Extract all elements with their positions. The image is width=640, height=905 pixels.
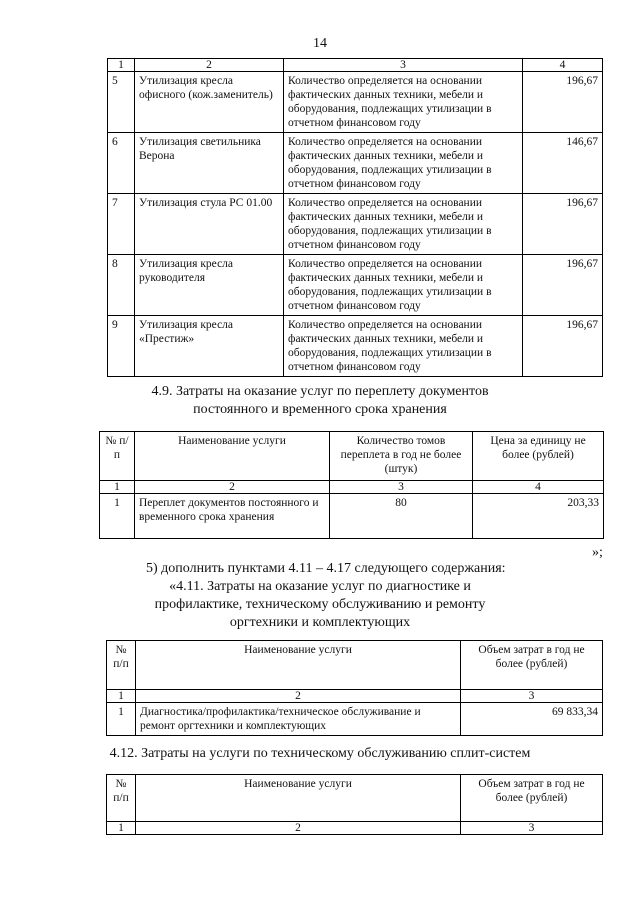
header-cell: № п/п [107, 641, 136, 690]
table-number-row [100, 481, 604, 494]
header-cell: Объем затрат в год не более (рублей) [461, 775, 603, 822]
column-number: 1 [107, 690, 136, 703]
header-cell: Наименование услуги [135, 432, 330, 481]
section-heading-4-11 [0, 578, 640, 632]
heading-line: оргтехники и комплектующих [229, 615, 411, 630]
item-price: 146,67 [523, 133, 603, 194]
table-number-row [107, 822, 603, 835]
column-number: 2 [135, 481, 330, 494]
header-cell: Наименование услуги [136, 775, 461, 822]
header-cell: Наименование услуги [136, 641, 461, 690]
item-name: Утилизация кресла руководителя [135, 255, 284, 316]
item-name: Утилизация стула РС 01.00 [135, 194, 284, 255]
annual-amount: 69 833,34 [461, 703, 603, 736]
binding-services-table [99, 431, 604, 539]
table-row [108, 194, 603, 255]
item-description: Количество определяется на основании фактических данных техники, мебели и оборудования, подлежащих утилизации в отчетном финансовом году [284, 194, 523, 255]
table-row [100, 494, 604, 539]
service-name: Переплет документов постоянного и временного срока хранения [135, 494, 330, 539]
row-number: 6 [108, 133, 135, 194]
row-number: 1 [107, 703, 136, 736]
item-name: Утилизация кресла «Престиж» [135, 316, 284, 377]
page-number: 14 [313, 36, 327, 51]
heading-line: постоянного и временного срока хранения [193, 402, 447, 417]
volume-quantity: 80 [330, 494, 473, 539]
item-name: Утилизация кресла офисного (кож.заменитель) [135, 72, 284, 133]
column-number: 2 [136, 690, 461, 703]
header-cell: 4 [523, 59, 603, 72]
column-number: 3 [330, 481, 473, 494]
header-cell: 1 [108, 59, 135, 72]
item-price: 196,67 [523, 316, 603, 377]
item-description: Количество определяется на основании фактических данных техники, мебели и оборудования, подлежащих утилизации в отчетном финансовом году [284, 316, 523, 377]
section-heading-4-9 [0, 383, 640, 419]
item-price: 196,67 [523, 255, 603, 316]
table-row [107, 703, 603, 736]
unit-price: 203,33 [473, 494, 604, 539]
table-number-row [107, 690, 603, 703]
item-price: 196,67 [523, 194, 603, 255]
service-name: Диагностика/профилактика/техническое обслуживание и ремонт оргтехники и комплектующих [136, 703, 461, 736]
table-row [108, 255, 603, 316]
row-number: 5 [108, 72, 135, 133]
table-row [108, 316, 603, 377]
diagnostics-services-table [106, 640, 603, 736]
split-systems-table [106, 774, 603, 835]
column-number: 3 [461, 822, 603, 835]
heading-line: 4.9. Затраты на оказание услуг по переплету документов [151, 384, 489, 399]
row-number: 1 [100, 494, 135, 539]
table-header-row [100, 432, 604, 481]
column-number: 3 [461, 690, 603, 703]
section-heading-4-12: 4.12. Затраты на услуги по техническому обслуживанию сплит-систем [109, 746, 531, 761]
table-header-row [108, 59, 603, 72]
header-cell: № п/п [107, 775, 136, 822]
item-name: Утилизация светильника Верона [135, 133, 284, 194]
column-number: 1 [100, 481, 135, 494]
heading-line: «4.11. Затраты на оказание услуг по диагностике и [169, 579, 471, 594]
column-number: 1 [107, 822, 136, 835]
item-price: 196,67 [523, 72, 603, 133]
table-row [108, 72, 603, 133]
header-cell: 3 [284, 59, 523, 72]
header-cell: Цена за единицу не более (рублей) [473, 432, 604, 481]
row-number: 7 [108, 194, 135, 255]
table-row [108, 133, 603, 194]
header-cell: № п/п [100, 432, 135, 481]
column-number: 4 [473, 481, 604, 494]
item-description: Количество определяется на основании фактических данных техники, мебели и оборудования, подлежащих утилизации в отчетном финансовом году [284, 133, 523, 194]
header-cell: Количество томов переплета в год не более (штук) [330, 432, 473, 481]
item-description: Количество определяется на основании фактических данных техники, мебели и оборудования, подлежащих утилизации в отчетном финансовом году [284, 72, 523, 133]
utilization-table [107, 58, 603, 377]
table-header-row [107, 775, 603, 822]
row-number: 9 [108, 316, 135, 377]
heading-line: профилактике, техническому обслуживанию и ремонту [154, 597, 486, 612]
item-description: Количество определяется на основании фактических данных техники, мебели и оборудования, подлежащих утилизации в отчетном финансовом году [284, 255, 523, 316]
header-cell: Объем затрат в год не более (рублей) [461, 641, 603, 690]
table-header-row [107, 641, 603, 690]
paragraph-5-line1: 5) дополнить пунктами 4.11 – 4.17 следующего содержания: [146, 561, 506, 576]
header-cell: 2 [135, 59, 284, 72]
row-number: 8 [108, 255, 135, 316]
column-number: 2 [136, 822, 461, 835]
quote-end: »; [592, 545, 603, 560]
